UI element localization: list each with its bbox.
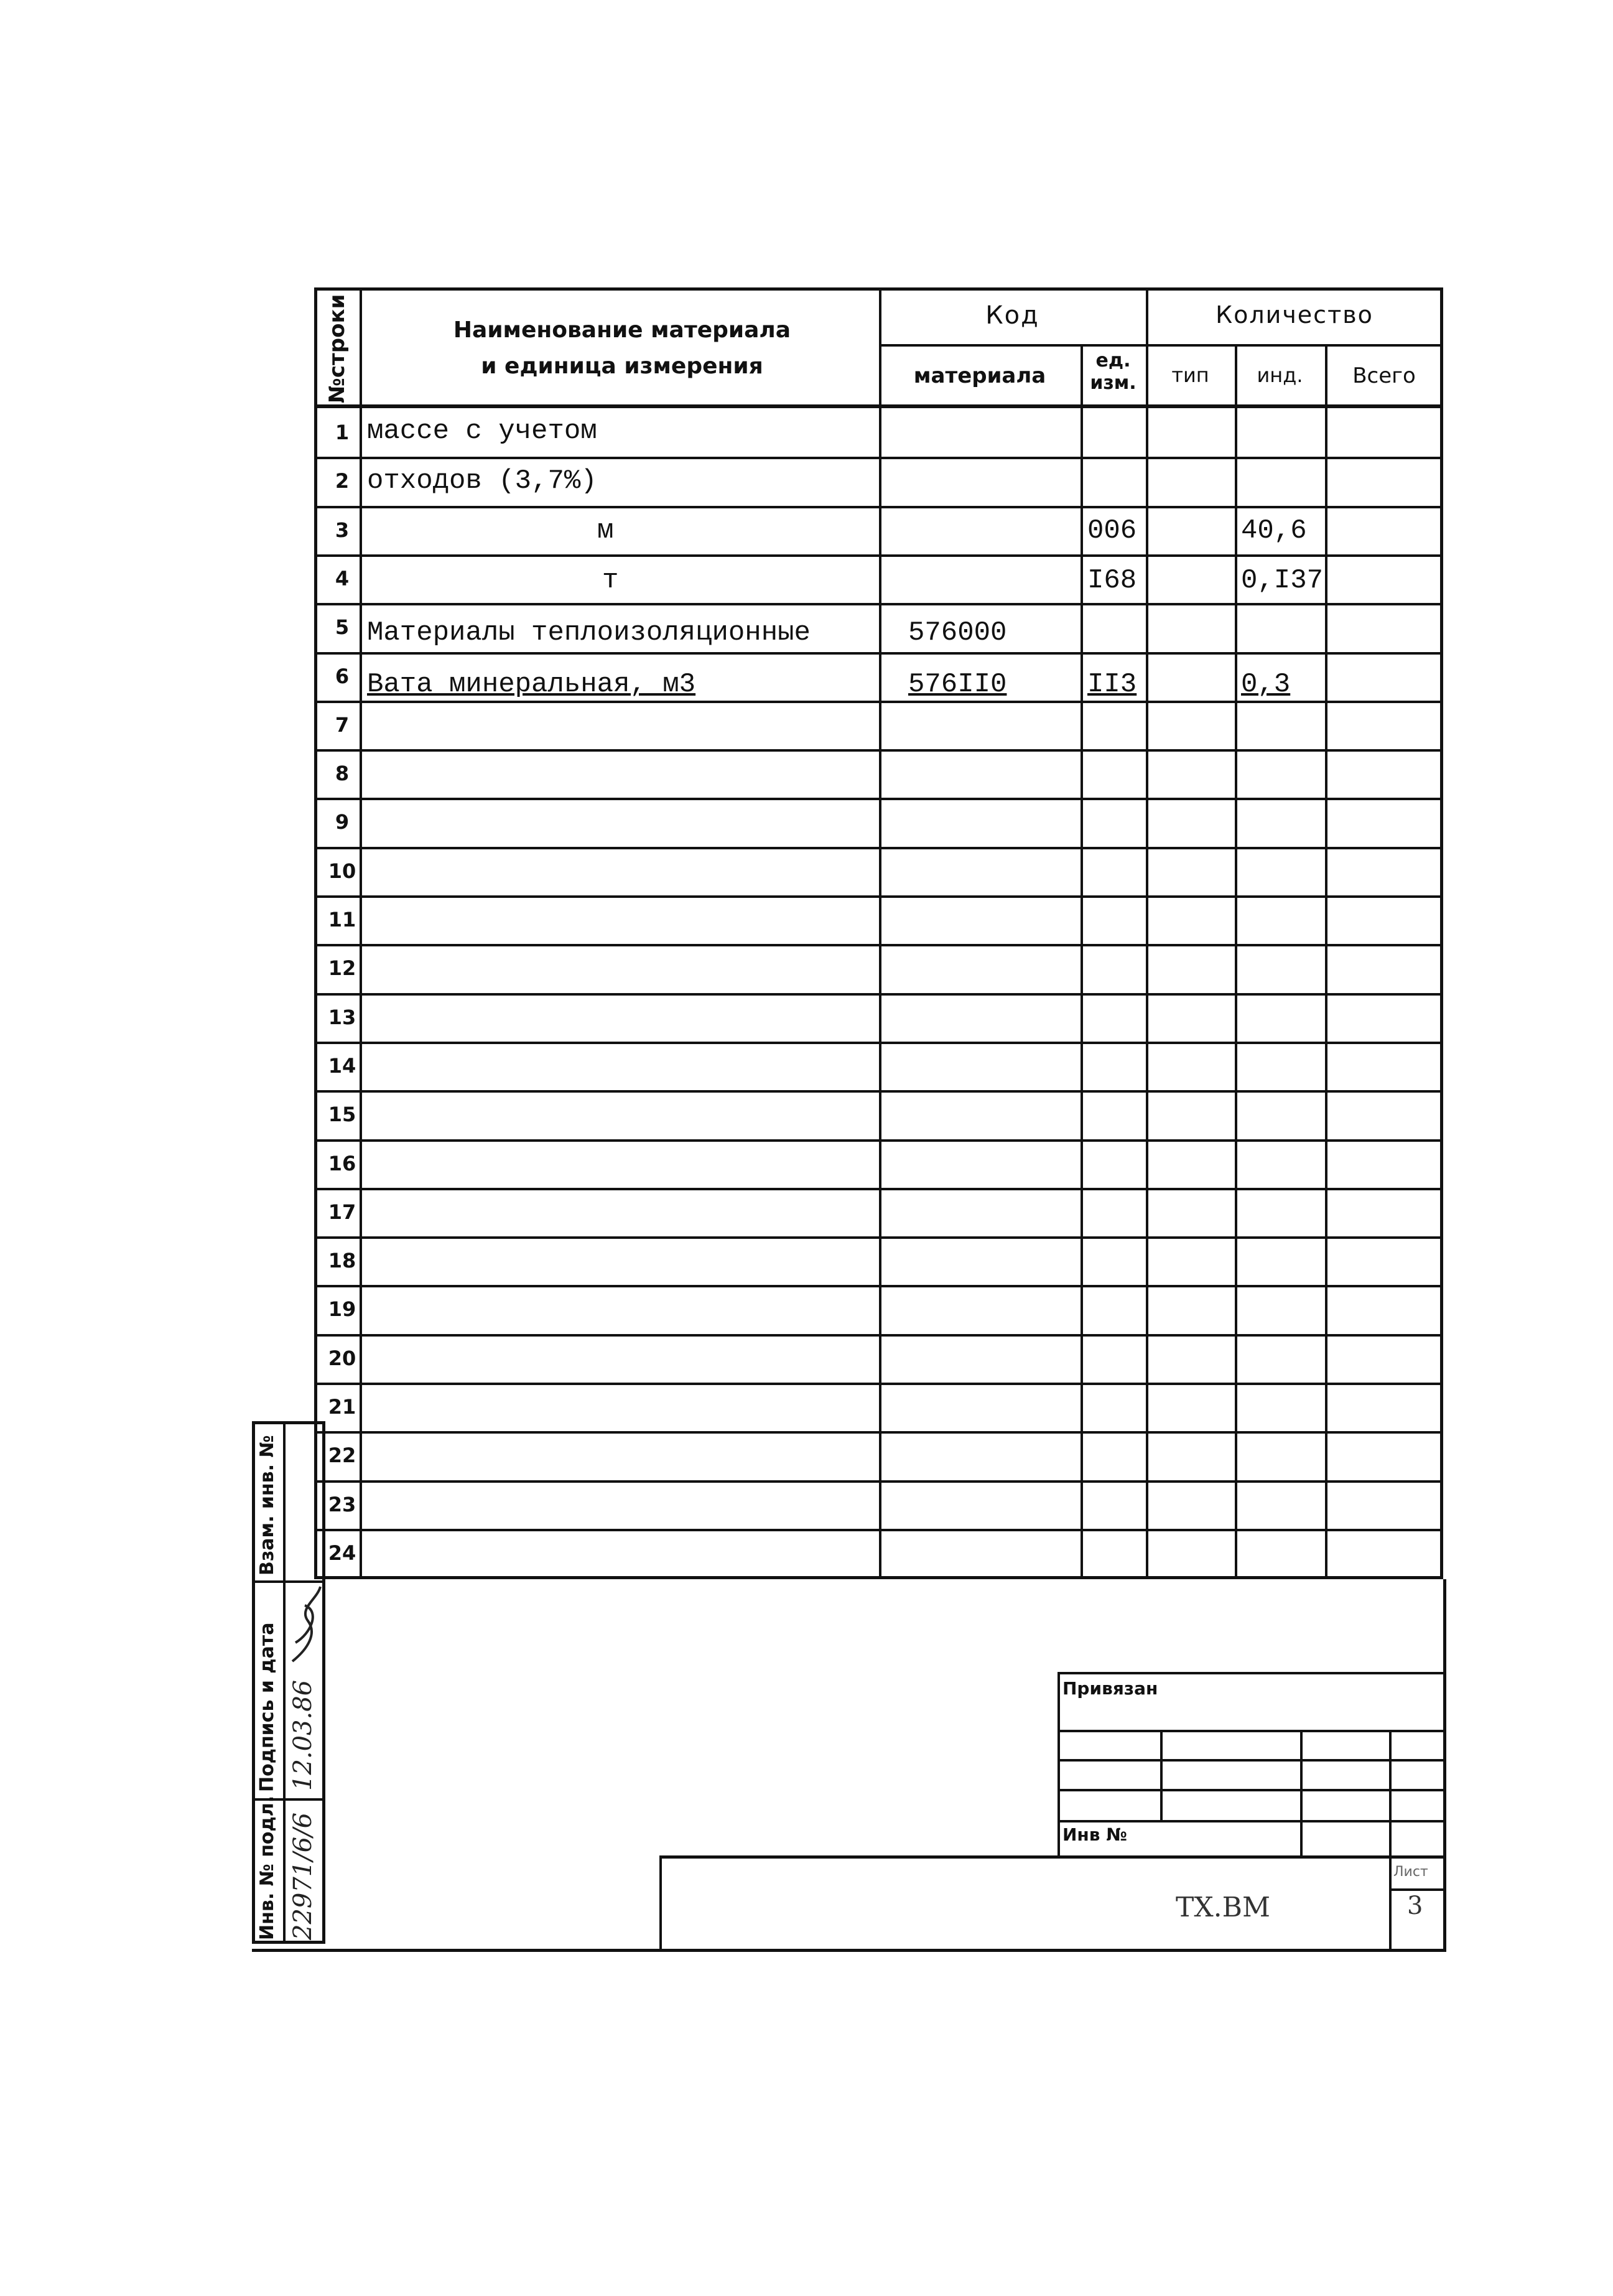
header-code-unit-2: изм. xyxy=(1090,372,1137,394)
title-block-right xyxy=(1443,1579,1446,1951)
row3-ind: 40,6 xyxy=(1241,515,1307,546)
doc-code-box xyxy=(659,1855,1446,1859)
title-grid-v2 xyxy=(1300,1730,1303,1857)
row-line xyxy=(314,993,1443,996)
col-divider-ind xyxy=(1325,345,1327,1579)
row4-ind: 0,I37 xyxy=(1241,565,1324,596)
row-line xyxy=(314,506,1443,508)
row-number: 20 xyxy=(328,1346,356,1370)
row-number: 6 xyxy=(335,665,350,688)
row-number: 11 xyxy=(328,908,356,931)
row6-ind: 0,3 xyxy=(1241,669,1291,700)
row-number: 17 xyxy=(328,1200,356,1224)
row2-name: отходов (3,7%) xyxy=(367,465,597,497)
row-line xyxy=(314,554,1443,557)
row-number: 1 xyxy=(335,421,350,444)
row-line xyxy=(314,1042,1443,1044)
doc-code: ТХ.ВМ xyxy=(1176,1892,1271,1923)
row-line xyxy=(314,798,1443,800)
row-number: 14 xyxy=(328,1054,356,1078)
row-line xyxy=(314,847,1443,849)
sign-date-label: Подпись и дата xyxy=(256,1622,278,1792)
inv-no-label: Инв № xyxy=(1062,1824,1127,1845)
side-stamp-divider xyxy=(283,1421,286,1944)
row-line xyxy=(314,1188,1443,1190)
row-number: 21 xyxy=(328,1395,356,1419)
header-subdivider xyxy=(879,344,1443,347)
col-divider-unit xyxy=(1146,287,1148,1579)
row-number: 9 xyxy=(335,810,350,834)
sheet-number: 3 xyxy=(1407,1892,1423,1920)
sheet-label: Лист xyxy=(1393,1864,1428,1880)
header-name-line1: Наименование материала xyxy=(453,317,791,343)
row-line xyxy=(314,749,1443,752)
inv-orig-value: 22971/6/6 xyxy=(289,1812,317,1940)
row-line xyxy=(314,701,1443,703)
row-number: 13 xyxy=(328,1006,356,1029)
row-number: 2 xyxy=(335,469,350,493)
row-number: 18 xyxy=(328,1249,356,1272)
page-bottom-line xyxy=(252,1949,1446,1952)
col-divider-type xyxy=(1235,345,1237,1579)
row-line xyxy=(314,1383,1443,1385)
row1-name: массе с учетом xyxy=(367,416,597,447)
header-row-no: №строки xyxy=(325,294,350,403)
header-qty-total: Всего xyxy=(1352,363,1416,388)
row-line xyxy=(314,1236,1443,1239)
row6-material: 576II0 xyxy=(908,669,1007,700)
header-quantity: Количество xyxy=(1216,301,1374,329)
row-line xyxy=(314,895,1443,898)
doc-code-box-left xyxy=(659,1855,662,1951)
title-grid-v3 xyxy=(1389,1730,1392,1951)
row-line xyxy=(314,652,1443,655)
row-number: 16 xyxy=(328,1152,356,1175)
row-line xyxy=(314,1431,1443,1434)
col-divider-name xyxy=(879,287,881,1579)
row-number: 10 xyxy=(328,859,356,883)
col-divider-material xyxy=(1081,345,1083,1579)
row3-unit: 006 xyxy=(1087,515,1137,546)
title-grid-h3 xyxy=(1058,1789,1443,1791)
row-number: 19 xyxy=(328,1297,356,1321)
header-code: Код xyxy=(985,301,1039,330)
row5-name: Материалы теплоизоляционные xyxy=(367,617,811,648)
row5-material: 576000 xyxy=(908,617,1007,648)
row-line xyxy=(314,1285,1443,1287)
row-number: 3 xyxy=(335,518,350,542)
header-name-line2: и единица измерения xyxy=(481,353,763,379)
row4-name: т xyxy=(602,565,619,596)
row-number: 7 xyxy=(335,713,350,737)
title-grid-h4 xyxy=(1058,1820,1443,1822)
linked-label: Привязан xyxy=(1062,1678,1158,1699)
title-grid-h2 xyxy=(1058,1759,1443,1762)
row-number: 15 xyxy=(328,1103,356,1126)
row-number: 23 xyxy=(328,1493,356,1516)
row6-name: Вата минеральная, м3 xyxy=(367,669,696,700)
title-block-left xyxy=(1058,1672,1060,1857)
row-line xyxy=(314,1090,1443,1093)
header-code-unit-1: ед. xyxy=(1095,350,1131,371)
row-line xyxy=(314,1529,1443,1531)
inv-replace-label: Взам. инв. № xyxy=(256,1435,278,1575)
row-number: 8 xyxy=(335,762,350,785)
inv-orig-label: Инв. № подл. xyxy=(256,1795,278,1940)
row-number: 12 xyxy=(328,956,356,980)
row-line xyxy=(314,944,1443,946)
row3-name: м xyxy=(597,515,614,546)
row-number: 5 xyxy=(335,615,350,639)
sheet-label-divider xyxy=(1389,1888,1445,1891)
row-line xyxy=(314,1480,1443,1483)
title-grid-h1 xyxy=(1058,1730,1443,1732)
signature-icon xyxy=(283,1574,330,1668)
row-line xyxy=(314,457,1443,459)
row-number: 24 xyxy=(328,1541,356,1565)
sign-date-value: 12.03.86 xyxy=(289,1679,317,1791)
row-line xyxy=(314,603,1443,605)
header-qty-ind: инд. xyxy=(1257,363,1303,387)
header-qty-type: тип xyxy=(1171,363,1209,387)
row-line xyxy=(314,1139,1443,1142)
title-block-top xyxy=(1058,1672,1443,1674)
row-number: 4 xyxy=(335,567,350,590)
row6-unit: II3 xyxy=(1087,669,1137,700)
header-code-material: материала xyxy=(913,363,1046,388)
title-grid-v1 xyxy=(1160,1730,1163,1820)
row-line xyxy=(314,1334,1443,1337)
row-number: 22 xyxy=(328,1444,356,1467)
row4-unit: I68 xyxy=(1087,565,1137,596)
header-bottom xyxy=(314,404,1443,408)
